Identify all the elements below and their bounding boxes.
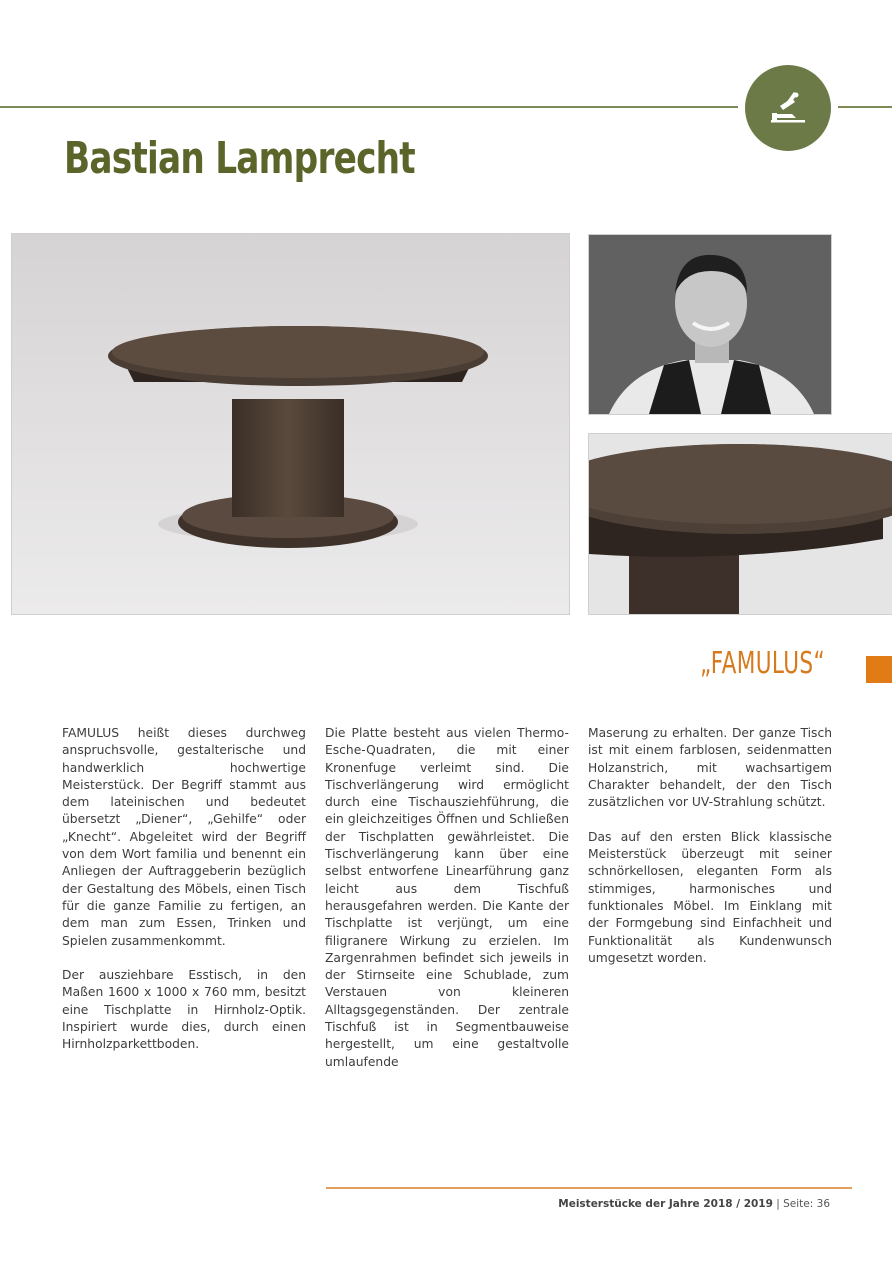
page-title: Bastian Lamprecht	[64, 133, 415, 184]
page-number: Seite: 36	[783, 1198, 830, 1210]
paragraph: Der ausziehbare Esstisch, in den Maßen 1600 x 1000 x 760 mm, besitzt eine Tischplatte in Hirnholz-Optik. Inspiriert wurde dies, durch einen Hirnholzparkettboden.	[62, 968, 306, 1052]
footer-separator: |	[772, 1198, 784, 1210]
table-photo	[11, 233, 570, 615]
paragraph: Maserung zu erhalten. Der ganze Tisch ist mit einem farblosen, seidenmatten Holzanstrich, mit wachsartigem Charakter behandelt, der den Tisch zusätzlichen vor UV-Strahlung schützt.	[588, 726, 832, 810]
article-subtitle: „FAMULUS“	[700, 646, 825, 681]
footer-rule	[326, 1187, 852, 1189]
portrait-photo	[588, 234, 832, 415]
badge	[745, 65, 831, 151]
footer	[558, 1198, 830, 1210]
text-column-3	[588, 725, 832, 984]
paragraph: Die Platte besteht aus vielen Thermo-Esche-Quadraten, die mit einer Kronenfuge verleimt sind. Die Tischverlängerung wird ermöglicht durch eine Tischausziehführung, die ein gleichzeitiges Öffnen und Schließen der Tischplatten gewährleistet. Die Tischverlängerung kann über eine selbst entworfene Linearführung ganz leicht aus dem Tischfuß herausgefahren werden. Die Kante der Tischplatte ist verjüngt, um eine filigranere Wirkung zu erzielen. Im Zargenrahmen befindet sich jeweils in der Stirnseite eine Schublade, zum Verstauen von kleineren Alltagsgegenständen. Der zentrale Tischfuß ist in Segmentbauweise hergestellt, um eine gestaltvolle umlaufende	[325, 726, 569, 1069]
carpentry-plane-icon	[766, 86, 810, 130]
text-column-1	[62, 725, 306, 1071]
footer-publication: Meisterstücke der Jahre 2018 / 2019	[558, 1198, 773, 1210]
header-rule-left	[0, 106, 738, 108]
header-rule-right	[838, 106, 892, 108]
paragraph: FAMULUS heißt dieses durchweg anspruchsvolle, gestalterische und handwerklich hochwertige Meisterstück. Der Begriff stammt aus dem lateinischen und bedeutet übersetzt „Diener“, „Gehilfe“ oder „Knecht“. Abgeleitet wird der Begriff von dem Wort familia und benennt ein Anliegen der Auftraggeberin bezüglich der Gestaltung des Möbels, einen Tisch für die ganze Familie zu fertigen, an dem man zum Essen, Trinken und Spielen zusammenkommt.	[62, 726, 306, 948]
tabletop-detail-photo	[588, 433, 892, 615]
section-marker	[866, 656, 892, 683]
text-column-2	[325, 725, 569, 1088]
paragraph: Das auf den ersten Blick klassische Meisterstück überzeugt mit seiner schnörkellosen, eleganten Form als stimmiges, harmonisches und funktionales Möbel. Im Einklang mit der Formgebung sind Einfachheit und Funktionalität als Kundenwunsch umgesetzt worden.	[588, 829, 832, 965]
